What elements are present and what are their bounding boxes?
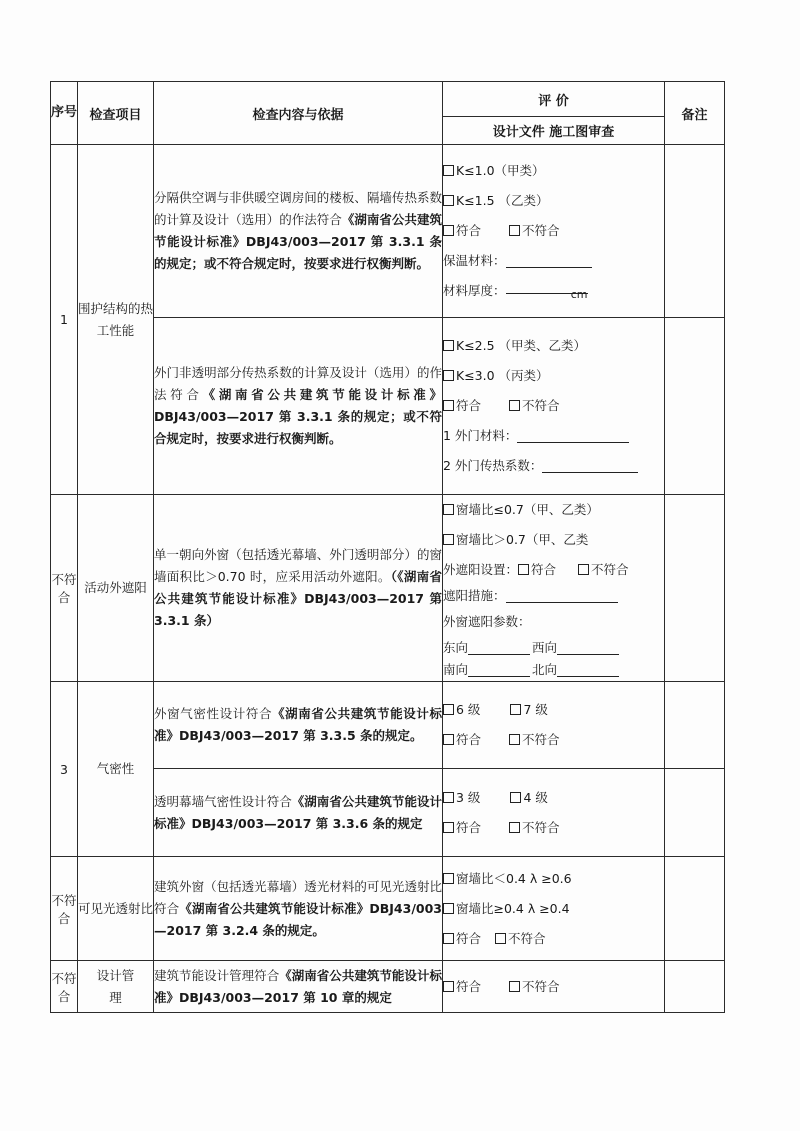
row3b-g2-label: 4 级 [523, 789, 548, 805]
checkbox[interactable] [443, 340, 454, 351]
checkbox[interactable] [518, 564, 529, 575]
row2-north-label: 北向 [532, 662, 558, 677]
row5-item-label: 设计管理 [96, 967, 135, 1005]
row1a-yes-label: 符合 [456, 223, 482, 238]
row2-number: 不符合 [51, 495, 78, 682]
checkbox[interactable] [509, 981, 520, 992]
row5-content-text: 建筑节能设计管理符合 [154, 967, 280, 983]
row2-measure-label: 遮阳措施： [443, 588, 506, 603]
row4-o1-label: 窗墙比＜0.4 λ ≥0.6 [456, 870, 572, 886]
row3a-no-label: 不符合 [522, 732, 560, 747]
row3-number: 3 [51, 682, 78, 857]
row1a-content [154, 145, 443, 318]
inspection-table [50, 81, 725, 1013]
checkbox[interactable] [443, 400, 454, 411]
row3b-eval [443, 769, 665, 857]
checkbox[interactable] [443, 704, 454, 715]
row5-yes-label: 符合 [456, 978, 482, 994]
row2-west-blank[interactable] [557, 640, 619, 655]
row2-eval [443, 495, 665, 682]
row5-content-standard: 《湖南省公共建筑节能设计标准》DBJ43/003—2017 第 10 章的规定 [154, 967, 442, 1005]
row3-item-label: 气密性 [96, 761, 135, 776]
row2-north-blank[interactable] [557, 662, 619, 677]
col-header-content: 检查内容与依据 [154, 82, 443, 145]
row2-south-label: 南向 [443, 662, 469, 677]
row2-no-label: 不符合 [591, 562, 629, 577]
row1a-content-text: 分隔供空调与非供暖空调房间的楼板、隔墙传热系数的计算及设计（选用）的作法符合 [154, 190, 442, 227]
row1b-door-material-blank[interactable] [517, 428, 629, 443]
checkbox[interactable] [443, 903, 454, 914]
row1a-k2-label: K≤1.5 （乙类） [456, 193, 549, 208]
row2-shade-label: 外遮阳设置： [443, 562, 519, 577]
row1a-thickness-blank[interactable] [506, 279, 588, 301]
row3b-content [154, 769, 443, 857]
row3a-remark [665, 682, 725, 769]
row3a-content-text: 外窗气密性设计符合 [154, 706, 273, 721]
checkbox[interactable] [509, 822, 520, 833]
checkbox[interactable] [443, 933, 454, 944]
row2-o1-label: 窗墙比≤0.7（甲、乙类） [456, 502, 599, 517]
col-header-remark: 备注 [665, 82, 725, 145]
row1-item [78, 145, 154, 495]
checkbox[interactable] [443, 981, 454, 992]
row1a-content-standard: 《湖南省公共建筑节能设计标准》DBJ43/003—2017 第 3.3.1 条的规定；或不符合规定时，按要求进行权衡判断。 [154, 212, 442, 271]
col-header-eval-sub: 设计文件 施工图审查 [443, 117, 665, 145]
row1a-no-label: 不符合 [522, 223, 560, 238]
row1b-k1-label: K≤2.5 （甲类、乙类） [456, 338, 587, 353]
row1b-k2-label: K≤3.0 （丙类） [456, 368, 549, 383]
row4-eval [443, 857, 665, 961]
row3a-yes-label: 符合 [456, 732, 482, 747]
row4-content [154, 857, 443, 961]
row1b-door-coef-blank[interactable] [542, 458, 638, 473]
row3a-g2-label: 7 级 [523, 702, 548, 717]
row1a-material-blank[interactable] [506, 253, 592, 268]
row1b-yes-label: 符合 [456, 398, 482, 413]
row3b-remark [665, 769, 725, 857]
row3b-no-label: 不符合 [522, 819, 560, 835]
row5-content [154, 961, 443, 1013]
row2-params-label: 外窗遮阳参数： [443, 614, 531, 629]
checkbox[interactable] [510, 704, 521, 715]
row2-content-standard: （《湖南省公共建筑节能设计标准》DBJ43/003—2017 第 3.3.1 条） [154, 569, 442, 628]
checkbox[interactable] [509, 734, 520, 745]
checkbox[interactable] [443, 822, 454, 833]
row1-item-label: 围护结构的热工性能 [78, 300, 154, 338]
row1b-remark [665, 318, 725, 495]
row3-item [78, 682, 154, 857]
checkbox[interactable] [495, 933, 506, 944]
checkbox[interactable] [443, 873, 454, 884]
col-header-no: 序号 [51, 82, 78, 145]
row1b-content [154, 318, 443, 495]
row3b-yes-label: 符合 [456, 819, 482, 835]
row5-number: 不符合 [51, 961, 78, 1013]
row4-content-standard: 《湖南省公共建筑节能设计标准》DBJ43/003—2017 第 3.2.4 条的规定。 [154, 900, 442, 938]
row3a-g1-label: 6 级 [456, 702, 481, 717]
row2-remark [665, 495, 725, 682]
checkbox[interactable] [443, 165, 454, 176]
row4-no-label: 不符合 [508, 930, 546, 946]
checkbox[interactable] [443, 195, 454, 206]
checkbox[interactable] [578, 564, 589, 575]
row4-remark [665, 857, 725, 961]
row1a-remark [665, 145, 725, 318]
row2-content [154, 495, 443, 682]
row1b-door-material-label: 1 外门材料： [443, 428, 518, 443]
row2-yes-label: 符合 [531, 562, 557, 577]
row2-measure-blank[interactable] [506, 588, 618, 603]
row4-item [78, 857, 154, 961]
row1b-content-standard: 《湖南省公共建筑节能设计标准》DBJ43/003—2017 第 3.3.1 条的规定；或不符合规定时，按要求进行权衡判断。 [154, 387, 442, 446]
row1a-material-label: 保温材料： [443, 253, 506, 268]
row2-item-label: 活动外遮阳 [84, 580, 147, 595]
row2-o2-label: 窗墙比＞0.7（甲、乙类 [456, 532, 589, 547]
checkbox[interactable] [443, 734, 454, 745]
row1a-k1-label: K≤1.0（甲类） [456, 163, 545, 178]
checkbox[interactable] [443, 534, 454, 545]
row4-number: 不符合 [51, 857, 78, 961]
row2-west-label: 西向 [532, 640, 558, 655]
checkbox[interactable] [443, 370, 454, 381]
row1a-eval [443, 145, 665, 318]
checkbox[interactable] [509, 225, 520, 236]
row1a-thickness-unit: cm [570, 288, 588, 301]
checkbox[interactable] [510, 792, 521, 803]
col-header-item: 检查项目 [78, 82, 154, 145]
row1b-no-label: 不符合 [522, 398, 560, 413]
row2-east-label: 东向 [443, 640, 469, 655]
row1b-door-coef-label: 2 外门传热系数： [443, 458, 543, 473]
row3a-eval [443, 682, 665, 769]
row3b-content-text: 透明幕墙气密性设计符合 [154, 793, 292, 809]
row5-eval [443, 961, 665, 1013]
row2-east-blank[interactable] [468, 640, 530, 655]
row1-number: 1 [51, 145, 78, 495]
row5-no-label: 不符合 [522, 978, 560, 994]
checkbox[interactable] [443, 504, 454, 515]
row4-yes-label: 符合 [456, 930, 482, 946]
row4-content-text: 建筑外窗（包括透光幕墙）透光材料的可见光透射比符合 [154, 878, 442, 916]
col-header-eval: 评 价 [443, 82, 665, 117]
row1a-thickness-label: 材料厚度： [443, 283, 506, 298]
row5-item [78, 961, 154, 1013]
row4-item-label: 可见光透射比 [78, 900, 154, 916]
row4-o2-label: 窗墙比≥0.4 λ ≥0.4 [456, 900, 570, 916]
row2-south-blank[interactable] [468, 662, 530, 677]
checkbox[interactable] [443, 792, 454, 803]
row1b-eval [443, 318, 665, 495]
row2-item [78, 495, 154, 682]
row3a-content [154, 682, 443, 769]
row5-remark [665, 961, 725, 1013]
row1b-content-text: 外门非透明部分传热系数的计算及设计（选用）的作法符合 [154, 365, 442, 402]
row3b-g1-label: 3 级 [456, 789, 481, 805]
checkbox[interactable] [443, 225, 454, 236]
checkbox[interactable] [509, 400, 520, 411]
row3b-content-standard: 《湖南省公共建筑节能设计标准》DBJ43/003—2017 第 3.3.6 条的规定 [154, 793, 442, 831]
row3a-content-standard: 《湖南省公共建筑节能设计标准》DBJ43/003—2017 第 3.3.5 条的规定。 [154, 706, 442, 743]
row2-content-text: 单一朝向外窗（包括透光幕墙、外门透明部分）的窗墙面积比＞0.70 时，应采用活动外遮阳。 [154, 547, 442, 584]
